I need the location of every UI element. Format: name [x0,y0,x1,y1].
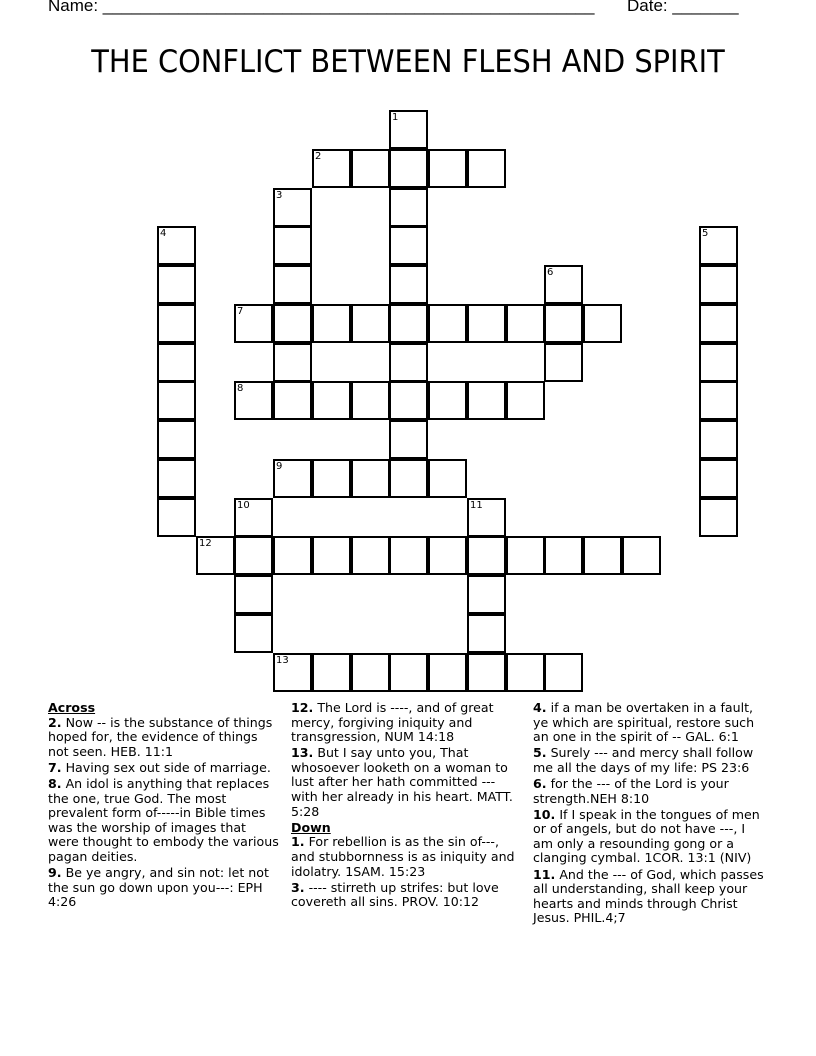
grid-cell[interactable] [157,265,196,304]
grid-cell[interactable] [351,381,390,420]
grid-cell[interactable] [699,304,738,343]
grid-cell[interactable] [583,536,622,575]
grid-cell[interactable] [467,614,506,653]
grid-cell[interactable] [273,459,312,498]
grid-cell[interactable] [312,653,351,692]
clue-across-13 [291,746,523,819]
cell-number: 7 [237,306,244,317]
grid-cell[interactable] [273,381,312,420]
grid-cell[interactable] [157,304,196,343]
clue-number: 1. [291,834,305,850]
grid-cell[interactable] [273,343,312,382]
clue-text: Surely --- and mercy shall follow me all the days of my life: PS 23:6 [533,745,754,775]
clue-text: Be ye angry, and sin not: let not the sun go down upon you---: EPH 4:26 [48,865,269,910]
clue-number: 8. [48,775,62,791]
grid-cell[interactable] [506,653,545,692]
grid-cell[interactable] [428,381,467,420]
grid-cell[interactable] [622,536,661,575]
cell-number: 8 [237,383,244,394]
grid-cell[interactable] [506,536,545,575]
clue-number: 11. [533,866,556,882]
grid-cell[interactable] [506,381,545,420]
grid-cell[interactable] [351,149,390,188]
grid-cell[interactable] [389,653,428,692]
clue-number: 9. [48,865,62,881]
clue-number: 7. [48,759,62,775]
grid-cell[interactable] [157,420,196,459]
clue-text: And the --- of God, which passes all understanding, shall keep your hearts and minds through Christ Jesus. PHIL.4;7 [533,866,764,926]
grid-cell[interactable] [428,459,467,498]
grid-cell[interactable] [234,381,273,420]
clues-column-2 [291,701,523,911]
clue-number: 6. [533,775,547,791]
grid-cell[interactable] [312,304,351,343]
grid-cell[interactable] [467,536,506,575]
clue-text: Now -- is the substance of things hoped for, the evidence of things not seen. HEB. 11:1 [48,714,273,759]
clue-text: if a man be overtaken in a fault, ye which are spiritual, restore such an one in the spirit of -- GAL. 6:1 [533,700,755,745]
cell-number: 13 [276,655,289,666]
clue-text: Having sex out side of marriage. [61,759,271,775]
cell-number: 2 [315,151,322,162]
grid-cell[interactable] [234,304,273,343]
page-title: THE CONFLICT BETWEEN FLESH AND SPIRIT [91,44,725,80]
grid-cell[interactable] [544,343,583,382]
grid-cell[interactable] [351,536,390,575]
grid-cell[interactable] [389,343,428,382]
grid-cell[interactable] [351,304,390,343]
clue-across-2 [48,716,280,760]
grid-cell[interactable] [273,653,312,692]
clue-across-12 [291,701,523,745]
clue-number: 10. [533,806,556,822]
clue-text: An idol is anything that replaces the one, true God. The most prevalent form of-----in Bible times was the worship of images that were thought to embody the various pagan deities. [48,775,279,864]
clue-number: 2. [48,714,62,730]
grid-cell[interactable] [312,536,351,575]
grid-cell[interactable] [196,536,235,575]
grid-cell[interactable] [312,149,351,188]
grid-cell[interactable] [506,304,545,343]
grid-cell[interactable] [699,343,738,382]
grid-cell[interactable] [157,459,196,498]
clue-text: For rebellion is as the sin of---, and stubbornness is as iniquity and idolatry. 1SAM. 15:23 [291,834,515,879]
clue-down-4 [533,701,765,745]
grid-cell[interactable] [389,420,428,459]
grid-cell[interactable] [583,304,622,343]
cell-number: 10 [237,500,250,511]
grid-cell[interactable] [234,498,273,537]
clue-number: 3. [291,879,305,895]
date-field-label: Date: _______ [627,0,739,15]
grid-cell[interactable] [544,653,583,692]
cell-number: 3 [276,190,283,201]
grid-cell[interactable] [428,653,467,692]
clue-down-1 [291,835,523,879]
clues-column-3 [533,701,765,927]
grid-cell[interactable] [273,304,312,343]
clue-across-9 [48,866,280,910]
grid-cell[interactable] [544,265,583,304]
cell-number: 9 [276,461,283,472]
clue-text: But I say unto you, That whosoever looketh on a woman to lust after her hath committed --- with her already in his heart. MATT. 5:28 [291,745,513,819]
grid-cell[interactable] [389,536,428,575]
cell-number: 11 [470,500,483,511]
grid-cell[interactable] [389,459,428,498]
grid-cell[interactable] [389,110,428,149]
grid-cell[interactable] [157,226,196,265]
grid-cell[interactable] [467,653,506,692]
clue-text: for the --- of the Lord is your strength.NEH 8:10 [533,775,729,806]
name-field-label: Name: ____________________________________________________ [48,0,595,15]
grid-cell[interactable] [428,149,467,188]
clue-down-5 [533,746,765,775]
clue-text: The Lord is ----, and of great mercy, forgiving iniquity and transgression, NUM 14:18 [291,700,494,745]
grid-cell[interactable] [351,459,390,498]
grid-cell[interactable] [467,149,506,188]
grid-cell[interactable] [157,381,196,420]
grid-cell[interactable] [699,265,738,304]
grid-cell[interactable] [351,653,390,692]
grid-cell[interactable] [234,575,273,614]
clue-across-7 [48,761,280,776]
cell-number: 12 [199,538,212,549]
grid-cell[interactable] [157,343,196,382]
clue-number: 5. [533,745,547,761]
grid-cell[interactable] [389,304,428,343]
clue-text: ---- stirreth up strifes: but love covereth all sins. PROV. 10:12 [291,879,499,910]
grid-cell[interactable] [312,381,351,420]
clue-number: 12. [291,700,314,715]
clue-down-10 [533,808,765,866]
grid-cell[interactable] [467,575,506,614]
grid-cell[interactable] [312,459,351,498]
grid-cell[interactable] [699,420,738,459]
clue-across-8 [48,777,280,865]
grid-cell[interactable] [234,614,273,653]
grid-cell[interactable] [428,304,467,343]
grid-cell[interactable] [273,226,312,265]
clue-down-11 [533,868,765,926]
cell-number: 6 [547,267,554,278]
grid-cell[interactable] [389,265,428,304]
cell-number: 5 [702,228,709,239]
grid-cell[interactable] [389,226,428,265]
grid-cell[interactable] [234,536,273,575]
grid-cell[interactable] [699,226,738,265]
grid-cell[interactable] [544,536,583,575]
grid-cell[interactable] [699,381,738,420]
grid-cell[interactable] [467,498,506,537]
grid-cell[interactable] [273,188,312,227]
clue-number: 4. [533,700,547,715]
grid-cell[interactable] [273,536,312,575]
grid-cell[interactable] [699,459,738,498]
clues-column-1 [48,701,280,911]
grid-cell[interactable] [467,304,506,343]
grid-cell[interactable] [389,149,428,188]
grid-cell[interactable] [389,381,428,420]
clue-text: If I speak in the tongues of men or of angels, but do not have ---, I am only a resounding gong or a clanging cymbal. 1COR. 13:1 (NIV) [533,806,760,866]
clue-down-6 [533,777,765,806]
cell-number: 1 [392,112,399,123]
grid-cell[interactable] [389,188,428,227]
down-heading: Down [291,819,331,835]
grid-cell[interactable] [467,381,506,420]
grid-cell[interactable] [157,498,196,537]
clue-down-3 [291,881,523,910]
cell-number: 4 [160,228,167,239]
clue-number: 13. [291,745,314,761]
grid-cell[interactable] [273,265,312,304]
grid-cell[interactable] [544,304,583,343]
grid-cell[interactable] [428,536,467,575]
grid-cell[interactable] [699,498,738,537]
across-heading: Across [48,700,96,715]
